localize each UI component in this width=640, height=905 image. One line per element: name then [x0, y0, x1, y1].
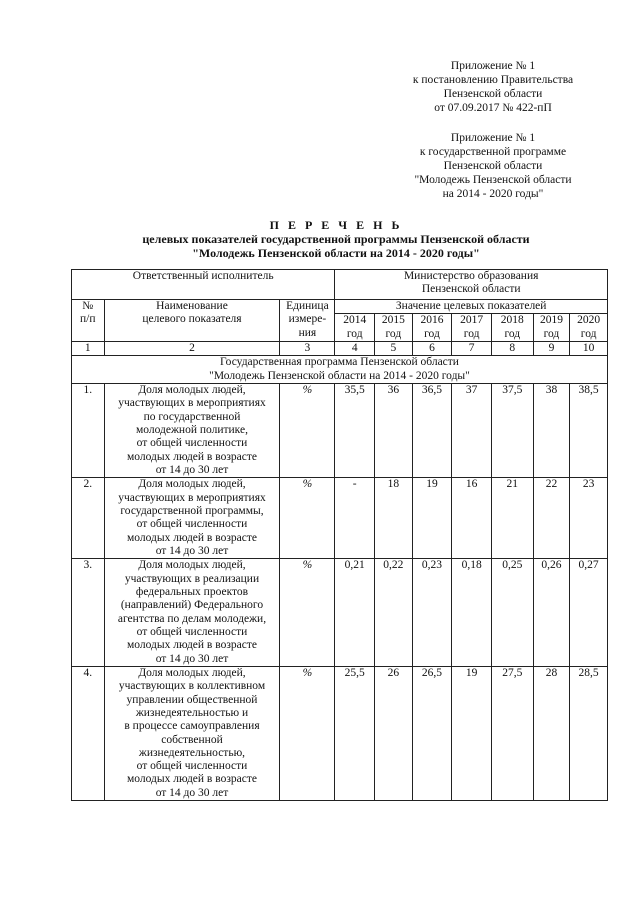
column-number: 10 [570, 341, 608, 355]
unit-cell: % [280, 559, 335, 667]
year-header: 2014 год [335, 314, 375, 342]
indicator-name-line: в процессе самоуправления [124, 720, 260, 733]
indicator-row [72, 666, 608, 800]
col-unit-header: Единица измере- ния [280, 300, 335, 342]
value-cell: 37 [452, 383, 492, 477]
indicator-row [72, 383, 608, 477]
indicator-name [104, 383, 280, 477]
column-number: 8 [491, 341, 533, 355]
column-numbers-row [72, 341, 608, 355]
unit-cell: % [280, 666, 335, 800]
value-cell: 16 [452, 478, 492, 559]
appendix-line: Приложение № 1 [450, 132, 536, 144]
indicator-name-line: жизнедеятельностью и [135, 706, 249, 719]
value-cell: 28,5 [570, 666, 608, 800]
column-number: 1 [72, 341, 105, 355]
indicator-name-line: от общей численности [136, 437, 248, 450]
appendix-line: Приложение № 1 [450, 60, 536, 72]
value-cell: 25,5 [335, 666, 375, 800]
value-cell: 19 [452, 666, 492, 800]
document-title [40, 218, 632, 260]
indicator-name-line: от общей численности [136, 625, 248, 638]
appendix-line: Пензенской области [443, 88, 543, 101]
indicator-name-line: жизнедеятельностью, [138, 746, 246, 759]
value-cell: 38,5 [570, 383, 608, 477]
row-number: 4. [72, 666, 105, 800]
indicator-name-line: федеральных проектов [135, 585, 249, 598]
value-cell: 36 [375, 383, 413, 477]
indicator-name-line: молодых людей в возрасте [126, 531, 257, 544]
value-cell: 0,27 [570, 559, 608, 667]
year-header: 2017 год [452, 314, 492, 342]
program-title-cell: Государственная программа Пензенской области "Молодежь Пензенской области на 2014 - 2020 годы" [72, 356, 608, 384]
value-cell: 26,5 [412, 666, 452, 800]
indicator-name-line: государственной программы, [120, 504, 264, 517]
row-number: 1. [72, 383, 105, 477]
indicator-name-line: участвующих в реализации [124, 572, 260, 585]
indicator-name [104, 478, 280, 559]
value-cell: 27,5 [491, 666, 533, 800]
indicators-table [71, 269, 608, 801]
value-cell: - [335, 478, 375, 559]
col-num-header: № п/п [72, 300, 105, 342]
value-cell: 22 [533, 478, 570, 559]
unit-cell: % [280, 478, 335, 559]
value-cell: 0,18 [452, 559, 492, 667]
indicator-name-line: собственной [161, 733, 223, 746]
year-header: 2020 год [570, 314, 608, 342]
indicator-name-line: участвующих в мероприятиях [118, 397, 266, 410]
responsible-row [72, 270, 608, 300]
col-name-header: Наименование целевого показателя [104, 300, 280, 342]
column-number: 4 [335, 341, 375, 355]
title-subtitle: целевых показателей государственной программы Пензенской области [142, 232, 530, 247]
indicator-rows [72, 383, 608, 800]
indicator-name-line: молодежной политике, [135, 423, 248, 436]
indicator-name [104, 559, 280, 667]
indicator-name-line: Доля молодых людей, [138, 478, 246, 491]
indicator-name-line: от 14 до 30 лет [155, 652, 229, 665]
value-cell: 28 [533, 666, 570, 800]
title-program-name: "Молодежь Пензенской области на 2014 - 2020 годы" [192, 246, 480, 261]
value-cell: 0,22 [375, 559, 413, 667]
indicator-name-line: Доля молодых людей, [138, 666, 246, 679]
unit-cell: % [280, 383, 335, 477]
responsible-value: Министерство образования Пензенской области [335, 270, 608, 300]
indicator-name-line: молодых людей в возрасте [126, 450, 257, 463]
year-header: 2015 год [375, 314, 413, 342]
year-header: 2019 год [533, 314, 570, 342]
year-header: 2018 год [491, 314, 533, 342]
appendix-line: "Молодежь Пензенской области [414, 174, 572, 187]
col-values-header: Значение целевых показателей [335, 300, 608, 314]
indicator-name-line: молодых людей в возрасте [126, 773, 257, 786]
value-cell: 35,5 [335, 383, 375, 477]
value-cell: 0,25 [491, 559, 533, 667]
column-number: 7 [452, 341, 492, 355]
value-cell: 37,5 [491, 383, 533, 477]
program-title-row [72, 356, 608, 384]
value-cell: 0,23 [412, 559, 452, 667]
responsible-label: Ответственный исполнитель [72, 270, 335, 300]
column-number: 9 [533, 341, 570, 355]
indicator-name-line: агентства по делам молодежи, [117, 612, 267, 625]
indicator-row [72, 559, 608, 667]
row-number: 2. [72, 478, 105, 559]
value-cell: 18 [375, 478, 413, 559]
value-cell: 36,5 [412, 383, 452, 477]
indicator-name-line: от 14 до 30 лет [155, 786, 229, 799]
indicator-name-line: участвующих в мероприятиях [118, 491, 266, 504]
indicator-name [104, 666, 280, 800]
appendix-line: к государственной программе [419, 146, 567, 159]
indicator-name-line: от общей численности [136, 518, 248, 531]
appendix-line: Пензенской области [443, 160, 543, 173]
column-number: 3 [280, 341, 335, 355]
indicator-name-line: от общей численности [136, 760, 248, 773]
year-header: 2016 год [412, 314, 452, 342]
indicator-name-line: Доля молодых людей, [138, 559, 246, 572]
indicator-name-line: по государственной [143, 410, 241, 423]
column-number: 5 [375, 341, 413, 355]
value-cell: 26 [375, 666, 413, 800]
column-number: 6 [412, 341, 452, 355]
header-row [72, 300, 608, 314]
appendix-program-note [388, 131, 598, 201]
indicator-name-line: Доля молодых людей, [138, 383, 246, 396]
row-number: 3. [72, 559, 105, 667]
indicator-row [72, 478, 608, 559]
value-cell: 23 [570, 478, 608, 559]
value-cell: 0,26 [533, 559, 570, 667]
column-number: 2 [104, 341, 280, 355]
value-cell: 19 [412, 478, 452, 559]
indicator-name-line: от 14 до 30 лет [155, 463, 229, 476]
indicator-name-line: участвующих в коллективном [118, 680, 266, 693]
indicator-name-line: от 14 до 30 лет [155, 544, 229, 557]
value-cell: 21 [491, 478, 533, 559]
appendix-line: от 07.09.2017 № 422-пП [434, 102, 552, 115]
value-cell: 0,21 [335, 559, 375, 667]
indicator-name-line: управлении общественной [126, 693, 258, 706]
appendix-resolution-note [388, 59, 598, 115]
title-heading: П Е Р Е Ч Е Н Ь [269, 218, 403, 232]
indicator-name-line: молодых людей в возрасте [126, 639, 257, 652]
appendix-line: на 2014 - 2020 годы" [442, 188, 544, 201]
indicator-name-line: (направлений) Федерального [120, 599, 264, 612]
appendix-line: к постановлению Правительства [412, 74, 574, 87]
value-cell: 38 [533, 383, 570, 477]
